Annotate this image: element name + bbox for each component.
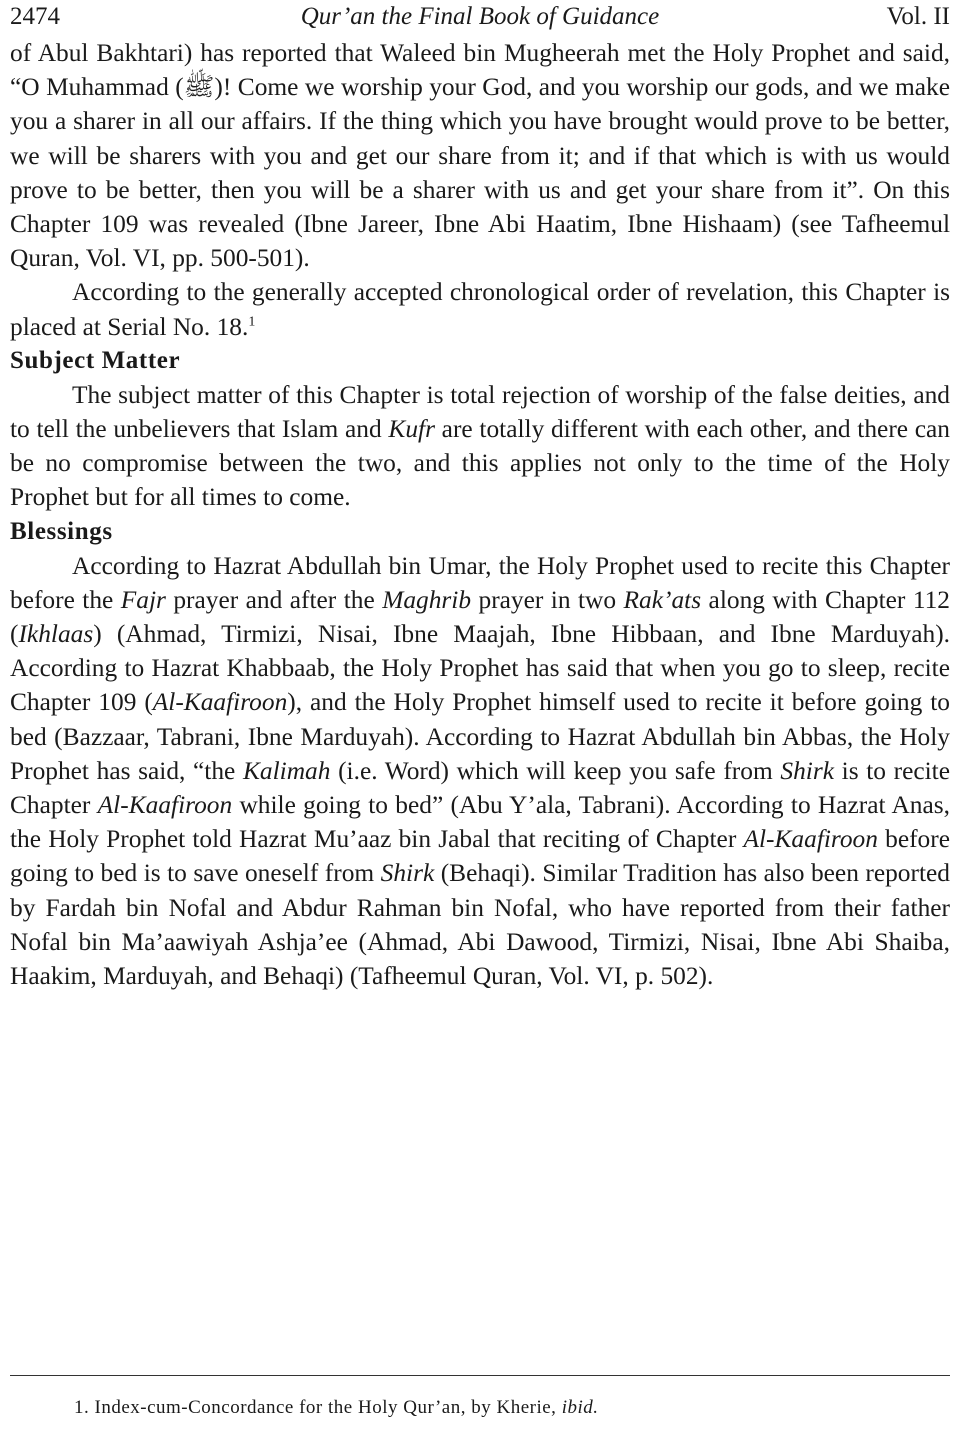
blessings-paragraph bbox=[10, 549, 950, 994]
term-shirk: Shirk bbox=[380, 859, 435, 888]
footnote-ref: 1 bbox=[248, 314, 256, 330]
footnote bbox=[74, 1397, 599, 1419]
book-page bbox=[10, 0, 950, 1430]
blessings-text: ) (Ahmad, Tirmizi, Nisai, Ibne Maajah, Ibne Hibbaan, and Ibne Marduyah). According to Hazrat Khabbaab, the Holy Prophet has said that when you go to sleep, recite Chapter 109 ( bbox=[10, 620, 950, 717]
blessings-text: before going to bed is to save oneself from bbox=[10, 825, 950, 888]
footnote-ibid: ibid. bbox=[561, 1397, 599, 1418]
term-rakats: Rak’ats bbox=[623, 585, 702, 614]
chronology-paragraph bbox=[10, 275, 950, 343]
term-kalimah: Kalimah bbox=[242, 756, 331, 785]
chronology-text: According to the generally accepted chronological order of revelation, this Chapter is placed at Serial No. 18. bbox=[10, 278, 950, 341]
blessings-text: is to recite Chapter bbox=[10, 756, 950, 820]
blessings-text: (i.e. Word) which will keep you safe from bbox=[330, 756, 781, 785]
term-kufr: Kufr bbox=[388, 415, 435, 444]
subject-text-b: are totally different with each other, and there can be no compromise between the two, and this applies not only to the time of the Holy Prophet but for all times to come. bbox=[10, 415, 950, 512]
honorific-glyph: ﷺ bbox=[183, 73, 215, 102]
blessings-text: prayer in two bbox=[471, 585, 624, 614]
term-fajr: Fajr bbox=[120, 585, 166, 614]
subject-text-a: The subject matter of this Chapter is total rejection of worship of the false deities, and to tell the unbelievers that Islam and bbox=[10, 380, 950, 444]
intro-paragraph bbox=[10, 36, 950, 275]
footnote-text: 1. Index-cum-Concordance for the Holy Qur’an, by Kherie, bbox=[74, 1397, 562, 1418]
term-al-kaafiroon: Al-Kaafiroon bbox=[97, 791, 233, 820]
blessings-text: (Behaqi). Similar Tradition has also been reported by Fardah bin Nofal and Abdur Rahman bin Nofal, who have reported from their father Nofal bin Ma’aawiyah Ashja’ee (Ahmad, Abi Dawood, Tirmizi, Nisai, Ibne Abi Shaiba, Haakim, Marduyah, and Behaqi) (Tafheemul Quran, Vol. VI, p. 502). bbox=[10, 859, 950, 991]
term-ikhlaas: Ikhlaas bbox=[18, 620, 94, 649]
volume-label: Vol. II bbox=[886, 3, 950, 30]
footnote-divider bbox=[10, 1375, 950, 1376]
subject-matter-paragraph bbox=[10, 378, 950, 515]
subject-matter-heading: Subject Matter bbox=[10, 346, 181, 374]
running-head bbox=[10, 0, 950, 36]
term-al-kaafiroon: Al-Kaafiroon bbox=[743, 825, 878, 854]
book-title: Qur’an the Final Book of Guidance bbox=[300, 3, 660, 30]
term-shirk: Shirk bbox=[780, 756, 834, 785]
term-al-kaafiroon: Al-Kaafiroon bbox=[152, 688, 288, 717]
intro-text-b: )! Come we worship your God, and you worship our gods, and we make you a sharer in all our affairs. If the thing which you have brought would prove to be better, we will be sharers with you and get our share from it; and if that which is with us would prove to be better, then you will be a sharer with us and get your share from it”. On this Chapter 109 was revealed (Ibne Jareer, Ibne Abi Haatim, Ibne Hishaam) (see Tafheemul Quran, Vol. VI, pp. 500-501). bbox=[10, 73, 950, 273]
blessings-text: prayer and after the bbox=[165, 585, 383, 614]
blessings-text: along with Chapter 112 ( bbox=[10, 585, 950, 649]
page-number: 2474 bbox=[10, 3, 60, 30]
intro-text-a: of Abul Bakhtari) has reported that Waleed bin Mugheerah met the Holy Prophet and said, “O Muhammad ( bbox=[10, 39, 950, 102]
blessings-text: while going to bed” (Abu Y’ala, Tabrani). According to Hazrat Anas, the Holy Prophet told Hazrat Mu’aaz bin Jabal that reciting of Chapter bbox=[10, 791, 950, 854]
blessings-heading: Blessings bbox=[10, 517, 113, 545]
blessings-text: ), and the Holy Prophet himself used to recite it before going to bed (Bazzaar, Tabrani, Ibne Marduyah). According to Hazrat Abdullah bin Abbas, the Holy Prophet has said, “the bbox=[10, 688, 950, 785]
term-maghrib: Maghrib bbox=[382, 585, 472, 614]
blessings-text: According to Hazrat Abdullah bin Umar, the Holy Prophet used to recite this Chapter before the bbox=[10, 551, 950, 614]
